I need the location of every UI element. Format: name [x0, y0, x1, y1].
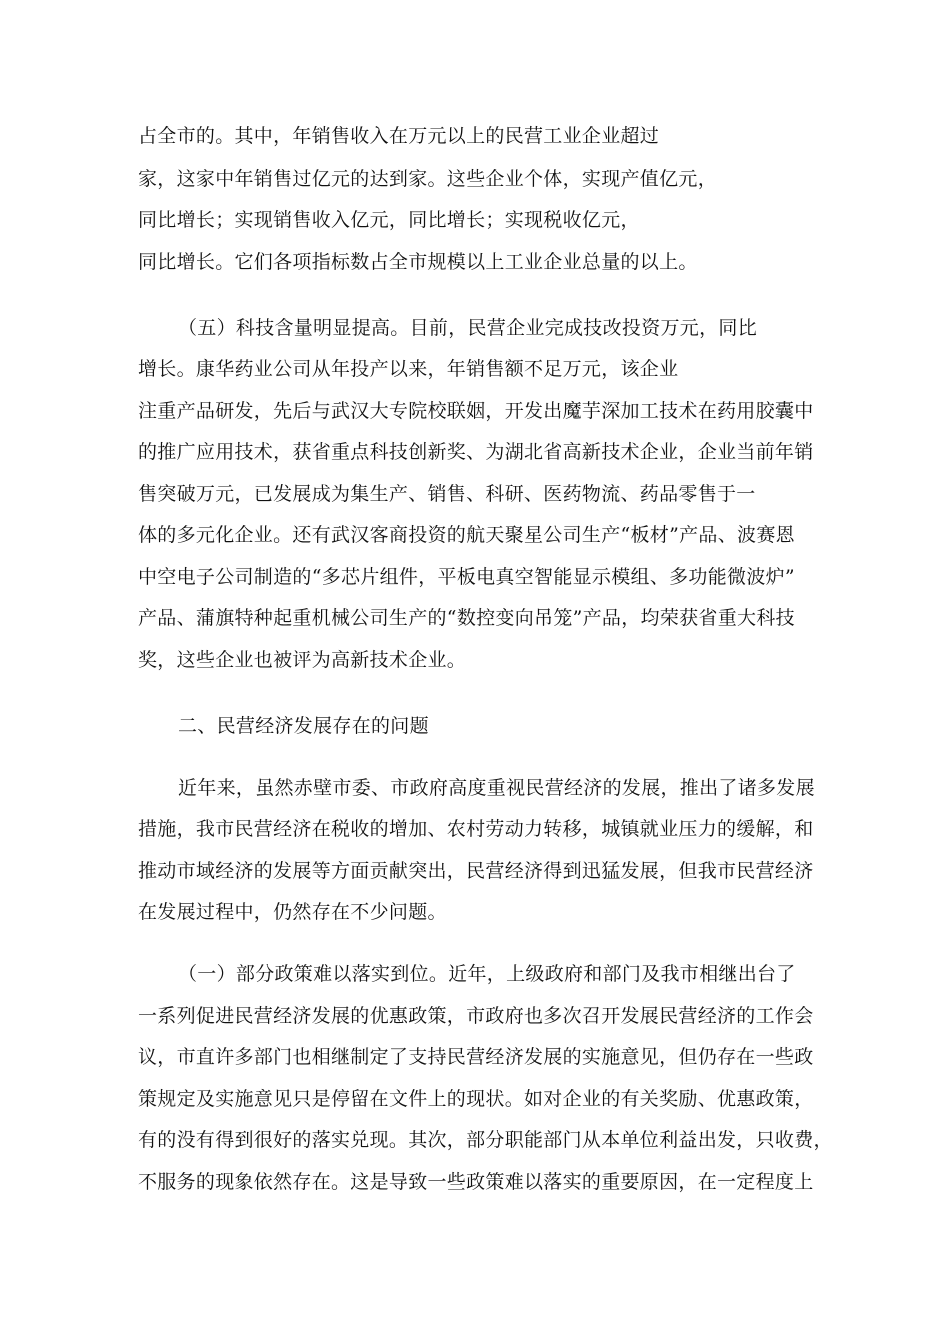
text-line: 中空电子公司制造的“多芯片组件，平板电真空智能显示模组、多功能微波炉” — [138, 566, 795, 588]
text-line: 策规定及实施意见只是停留在文件上的现状。如对企业的有关奖励、优惠政策， — [138, 1088, 814, 1110]
text-line: 有的没有得到很好的落实兑现。其次，部分职能部门从本单位利益出发，只收费， — [138, 1129, 833, 1151]
text-line: 家，这家中年销售过亿元的达到家。这些企业个体，实现产值亿元， — [138, 168, 718, 190]
text-line: 同比增长。它们各项指标数占全市规模以上工业企业总量的以上。 — [138, 251, 698, 273]
text-line: 占全市的。其中，年销售收入在万元以上的民营工业企业超过 — [138, 125, 660, 147]
text-line: 同比增长；实现销售收入亿元，同比增长；实现税收亿元， — [138, 209, 640, 231]
text-line: 体的多元化企业。还有武汉客商投资的航天聚星公司生产“板材”产品、波赛恩 — [138, 524, 795, 546]
text-line: 一系列促进民营经济发展的优惠政策，市政府也多次召开发展民营经济的工作会 — [138, 1005, 814, 1027]
text-line: （一）部分政策难以落实到位。近年，上级政府和部门及我市相继出台了 — [178, 963, 796, 985]
text-line: 奖，这些企业也被评为高新技术企业。 — [138, 649, 467, 671]
text-line: 推动市域经济的发展等方面贡献突出，民营经济得到迅猛发展，但我市民营经济 — [138, 860, 814, 882]
section-heading: 二、民营经济发展存在的问题 — [178, 715, 429, 737]
text-line: 产品、蒲旗特种起重机械公司生产的“数控变向吊笼”产品，均荣获省重大科技 — [138, 607, 795, 629]
text-line: 的推广应用技术，获省重点科技创新奖、为湖北省高新技术企业，企业当前年销 — [138, 441, 814, 463]
text-line: 近年来，虽然赤壁市委、市政府高度重视民营经济的发展，推出了诸多发展 — [178, 777, 815, 799]
text-line: 在发展过程中，仍然存在不少问题。 — [138, 901, 447, 923]
text-line: 措施，我市民营经济在税收的增加、农村劳动力转移，城镇就业压力的缓解，和 — [138, 818, 814, 840]
text-line: 议，市直许多部门也相继制定了支持民营经济发展的实施意见，但仍存在一些政 — [138, 1046, 814, 1068]
text-line: 注重产品研发，先后与武汉大专院校联姻，开发出魔芋深加工技术在药用胶囊中 — [138, 400, 814, 422]
text-line: 不服务的现象依然存在。这是导致一些政策难以落实的重要原因，在一定程度上 — [138, 1171, 814, 1193]
text-line: 售突破万元，已发展成为集生产、销售、科研、医药物流、药品零售于一 — [138, 483, 756, 505]
text-line: （五）科技含量明显提高。目前，民营企业完成技改投资万元，同比 — [178, 317, 758, 339]
text-line: 增长。康华药业公司从年投产以来，年销售额不足万元，该企业 — [138, 358, 679, 380]
